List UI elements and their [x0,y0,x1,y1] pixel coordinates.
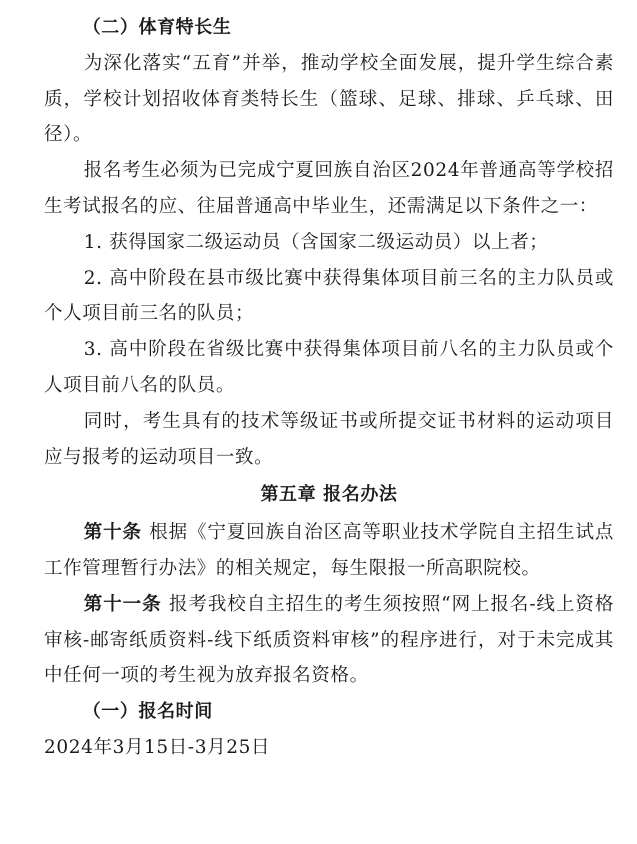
registration-time-value: 2024年3月15日-3月25日 [44,736,271,758]
registration-time-heading: （一）报名时间 [82,701,213,723]
article-10 [44,515,614,587]
article-11 [44,587,614,694]
intro-paragraph: 为深化落实“五育”并举，推动学校全面发展，提升学生综合素质，学校计划招收体育类特长生（篮球、足球、排球、乒乓球、田径）。 [44,52,614,146]
article-11-label: 第十一条 [83,593,162,615]
article-10-text: 根据《宁夏回族自治区高等职业技术学院自主招生试点工作管理暂行办法》的相关规定，每生限报一所高职院校。 [44,522,614,579]
article-11-text: 报考我校自主招生的考生须按照“网上报名-线上资格审核-邮寄纸质资料-线下纸质资料审核”的程序进行，对于未完成其中任何一项的考生视为放弃报名资格。 [44,593,614,687]
condition-item-3: 3. 高中阶段在省级比赛中获得集体项目前八名的主力队员或个人项目前八名的队员。 [44,339,614,396]
consistency-paragraph: 同时，考生具有的技术等级证书或所提交证书材料的运动项目应与报考的运动项目一致。 [44,410,614,468]
condition-item-1: 1. 获得国家二级运动员（含国家二级运动员）以上者； [83,231,549,253]
chapter-title: 第五章 报名办法 [260,484,398,506]
section-heading-sports-specialty: （二）体育特长生 [82,17,232,38]
article-10-label: 第十条 [83,522,142,544]
condition-item-2: 2. 高中阶段在县市级比赛中获得集体项目前三名的主力队员或个人项目前三名的队员； [44,267,614,325]
eligibility-paragraph: 报名考生必须为已完成宁夏回族自治区2024年普通高等学校招生考试报名的应、往届普通高中毕业生，还需满足以下条件之一： [44,160,614,217]
document-page [44,10,614,766]
